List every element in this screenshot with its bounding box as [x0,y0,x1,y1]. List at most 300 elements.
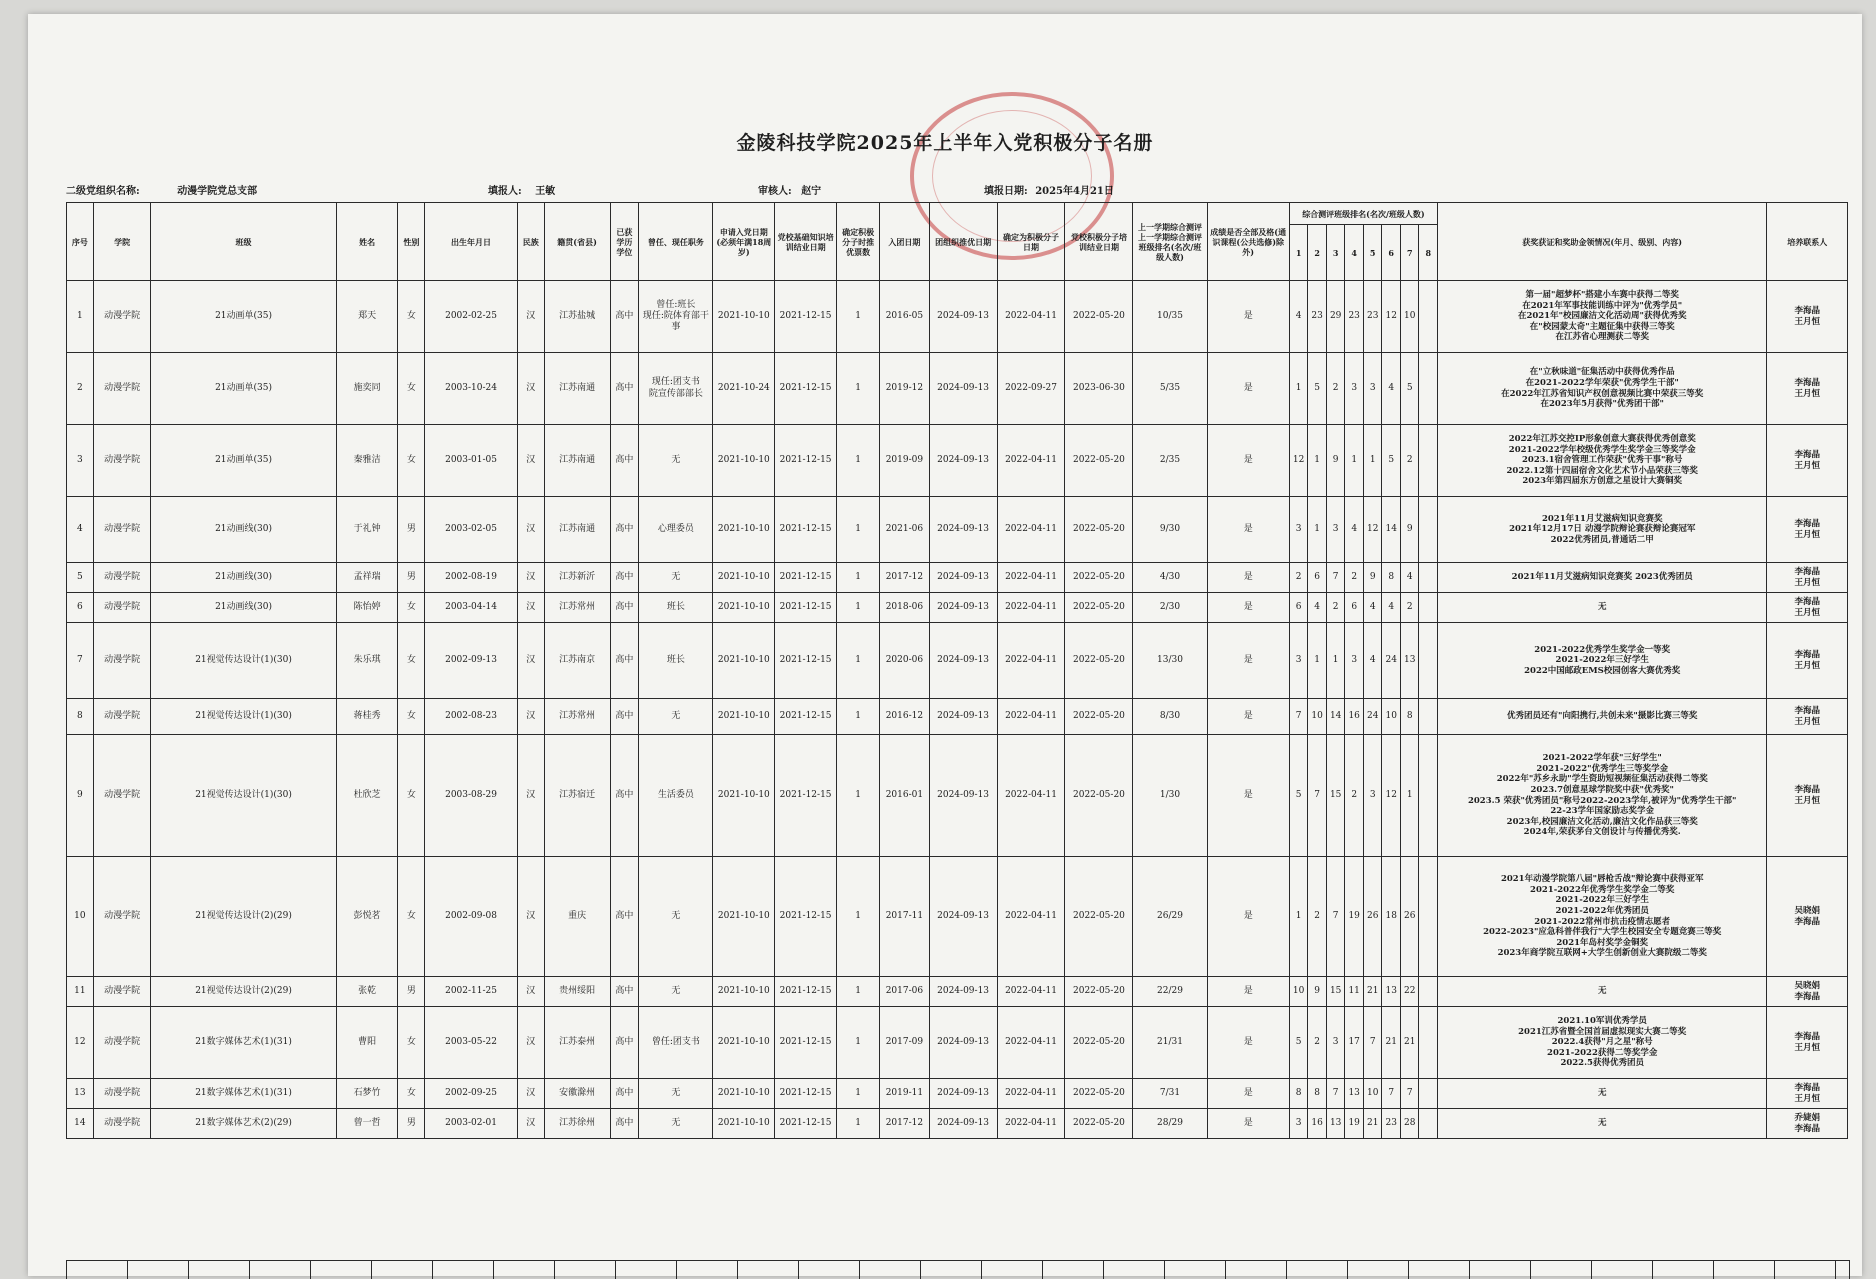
cell-birth: 2002-11-25 [425,977,518,1007]
cell-ethnicity: 汉 [517,857,544,977]
header-birth: 出生年月日 [425,203,518,281]
table-row [67,1007,1848,1079]
header-rank-col: 1 [1289,225,1308,281]
cell-birth: 2002-08-19 [425,563,518,593]
cell-rank [1419,623,1438,699]
cell-ethnicity: 汉 [517,623,544,699]
header-enroll-date: 入团日期 [880,203,929,281]
cell-name: 朱乐琪 [336,623,398,699]
cell-position: 无 [639,1079,713,1109]
cell-all-pass: 是 [1207,353,1289,425]
cell-rank: 24 [1363,699,1382,735]
cell-recommend-date: 2024-09-13 [929,593,997,623]
cell-activist-training: 2022-05-20 [1065,281,1133,353]
cell-education: 高中 [610,425,639,497]
cell-recommend: 1 [836,623,879,699]
cell-rank: 8 [1400,699,1419,735]
cell-rank: 3 [1345,623,1364,699]
cell-rank: 26 [1400,857,1419,977]
cell-all-pass: 是 [1207,425,1289,497]
cell-activist-date: 2022-04-11 [997,1007,1065,1079]
cell-contact: 李海晶 王月恒 [1767,425,1848,497]
cell-rank: 6 [1289,593,1308,623]
cell-last-rank: 10/35 [1133,281,1207,353]
cell-all-pass: 是 [1207,593,1289,623]
cell-last-rank: 8/30 [1133,699,1207,735]
cell-rank: 15 [1326,735,1345,857]
cell-contact: 李海晶 王月恒 [1767,497,1848,563]
date-field [984,182,1114,197]
cell-rank: 10 [1289,977,1308,1007]
header-rank-col: 5 [1363,225,1382,281]
cell-rank: 7 [1400,1079,1419,1109]
filler-value: 王敏 [535,186,556,197]
cell-recommend: 1 [836,699,879,735]
header-rank-col: 3 [1326,225,1345,281]
cell-activist-training: 2023-06-30 [1065,353,1133,425]
cell-rank: 2 [1326,353,1345,425]
cell-training-date: 2021-12-15 [775,735,837,857]
cell-origin: 江苏常州 [544,593,610,623]
table-row [67,281,1848,353]
cell-activist-date: 2022-04-11 [997,735,1065,857]
cell-awards: 无 [1438,593,1767,623]
header-gender: 性别 [398,203,425,281]
header-training-date: 党校基础知识培训结业日期 [775,203,837,281]
cell-origin: 重庆 [544,857,610,977]
cell-rank: 3 [1289,1109,1308,1139]
cell-position: 无 [639,1109,713,1139]
cell-ethnicity: 汉 [517,1109,544,1139]
cell-awards: 第一届"超梦杯"搭建小车赛中获得二等奖 在2021年军事技能训练中评为"优秀学员" 在2021年"校园廉洁文化活动周"获得优秀奖 在"校园蒙太奇"主题征集中获得三等奖 在江苏省心理测获二等奖 [1438,281,1767,353]
cell-activist-date: 2022-04-11 [997,623,1065,699]
header-apply-date: 申请入党日期(必须年满18周岁) [713,203,775,281]
cell-awards: 2021年11月艾滋病知识竞赛奖 2023优秀团员 [1438,563,1767,593]
cell-all-pass: 是 [1207,623,1289,699]
cell-rank [1419,857,1438,977]
cell-apply-date: 2021-10-10 [713,735,775,857]
cell-apply-date: 2021-10-10 [713,497,775,563]
cell-enroll-date: 2019-12 [880,353,929,425]
cell-name: 曹阳 [336,1007,398,1079]
cell-activist-training: 2022-05-20 [1065,977,1133,1007]
cell-last-rank: 13/30 [1133,623,1207,699]
cell-enroll-date: 2018-06 [880,593,929,623]
cell-recommend-date: 2024-09-13 [929,857,997,977]
cell-rank: 12 [1382,735,1401,857]
cell-rank: 3 [1289,623,1308,699]
cell-enroll-date: 2016-12 [880,699,929,735]
cell-rank: 7 [1363,1007,1382,1079]
table-row [67,699,1848,735]
cell-contact: 李海晶 王月恒 [1767,699,1848,735]
cell-last-rank: 9/30 [1133,497,1207,563]
reviewer-label: 审核人: [758,186,792,197]
cell-education: 高中 [610,1109,639,1139]
cell-class: 21数字媒体艺术(1)(31) [151,1079,336,1109]
cell-recommend-date: 2024-09-13 [929,1007,997,1079]
cell-awards: 2021-2022优秀学生奖学金一等奖 2021-2022年三好学生 2022中国邮政EMS校园创客大赛优秀奖 [1438,623,1767,699]
cell-training-date: 2021-12-15 [775,857,837,977]
cell-class: 21数字媒体艺术(2)(29) [151,1109,336,1139]
cell-enroll-date: 2017-09 [880,1007,929,1079]
cell-rank: 21 [1363,977,1382,1007]
cell-position: 班长 [639,593,713,623]
cell-education: 高中 [610,977,639,1007]
cell-name: 陈怡婷 [336,593,398,623]
cell-activist-date: 2022-04-11 [997,425,1065,497]
cell-rank: 16 [1308,1109,1327,1139]
cell-rank: 21 [1382,1007,1401,1079]
cell-seq: 7 [67,623,94,699]
cell-education: 高中 [610,699,639,735]
cell-gender: 女 [398,735,425,857]
cell-rank: 4 [1308,593,1327,623]
org-value: 动漫学院党总支部 [177,186,258,197]
cell-class: 21动画线(30) [151,563,336,593]
cell-all-pass: 是 [1207,977,1289,1007]
cell-all-pass: 是 [1207,1007,1289,1079]
cell-origin: 安徽滁州 [544,1079,610,1109]
date-label: 填报日期: [984,186,1028,197]
cell-activist-date: 2022-04-11 [997,857,1065,977]
cell-name: 秦雅洁 [336,425,398,497]
cell-training-date: 2021-12-15 [775,1109,837,1139]
cell-rank: 5 [1400,353,1419,425]
cell-last-rank: 21/31 [1133,1007,1207,1079]
cell-apply-date: 2021-10-10 [713,623,775,699]
cell-activist-training: 2022-05-20 [1065,735,1133,857]
cell-training-date: 2021-12-15 [775,425,837,497]
cell-ethnicity: 汉 [517,1007,544,1079]
header-rank-group: 综合测评班级排名(名次/班级人数) [1289,203,1437,225]
header-seq: 序号 [67,203,94,281]
cell-enroll-date: 2017-06 [880,977,929,1007]
cell-name: 曾一哲 [336,1109,398,1139]
cell-ethnicity: 汉 [517,281,544,353]
cell-rank: 10 [1308,699,1327,735]
header-awards: 获奖获证和奖助金领情况(年月、级别、内容) [1438,203,1767,281]
cell-contact: 李海晶 王月恒 [1767,563,1848,593]
cell-last-rank: 2/30 [1133,593,1207,623]
cell-class: 21动画线(30) [151,497,336,563]
cell-ethnicity: 汉 [517,425,544,497]
cell-apply-date: 2021-10-10 [713,1007,775,1079]
cell-recommend-date: 2024-09-13 [929,425,997,497]
cell-rank: 2 [1400,593,1419,623]
cell-contact: 乔婕娟 李海晶 [1767,1109,1848,1139]
cell-rank: 9 [1400,497,1419,563]
cell-all-pass: 是 [1207,735,1289,857]
cell-training-date: 2021-12-15 [775,1079,837,1109]
cell-rank: 11 [1345,977,1364,1007]
cell-education: 高中 [610,735,639,857]
cell-college: 动漫学院 [93,1079,151,1109]
cell-recommend-date: 2024-09-13 [929,497,997,563]
cell-rank: 4 [1289,281,1308,353]
cell-rank: 14 [1382,497,1401,563]
cell-enroll-date: 2021-06 [880,497,929,563]
cell-enroll-date: 2020-06 [880,623,929,699]
cell-awards: 无 [1438,1079,1767,1109]
cell-rank: 21 [1363,1109,1382,1139]
cell-recommend: 1 [836,857,879,977]
cell-rank: 14 [1326,699,1345,735]
cell-awards: 2021年11月艾滋病知识竞赛奖 2021年12月17日 动漫学院辩论赛获辩论赛冠军 2022优秀团员,普通话二甲 [1438,497,1767,563]
cell-name: 杜欣芝 [336,735,398,857]
cell-ethnicity: 汉 [517,735,544,857]
cell-activist-date: 2022-04-11 [997,563,1065,593]
cell-rank: 28 [1400,1109,1419,1139]
cell-contact: 李海晶 王月恒 [1767,623,1848,699]
cell-rank: 6 [1308,563,1327,593]
cell-rank: 1 [1400,735,1419,857]
cell-class: 21视觉传达设计(2)(29) [151,977,336,1007]
cell-ethnicity: 汉 [517,497,544,563]
cell-seq: 14 [67,1109,94,1139]
cell-gender: 女 [398,425,425,497]
cell-gender: 女 [398,857,425,977]
cell-position: 心理委员 [639,497,713,563]
cell-awards: 在"立秋味道"征集活动中获得优秀作品 在2021-2022学年荣获"优秀学生干部" 在2022年江苏省知识产权创意视频比赛中荣获三等奖 在2023年5月获得"优秀团干部" [1438,353,1767,425]
cell-recommend-date: 2024-09-13 [929,735,997,857]
cell-rank: 3 [1289,497,1308,563]
cell-recommend: 1 [836,497,879,563]
header-position: 曾任、现任职务 [639,203,713,281]
cell-all-pass: 是 [1207,497,1289,563]
cell-origin: 江苏新沂 [544,563,610,593]
cell-rank: 5 [1289,1007,1308,1079]
cell-position: 曾任:班长 现任:院体育部干事 [639,281,713,353]
cell-activist-training: 2022-05-20 [1065,497,1133,563]
header-activist-training: 党校积极分子培训结业日期 [1065,203,1133,281]
cell-training-date: 2021-12-15 [775,1007,837,1079]
cell-rank: 19 [1345,857,1364,977]
cell-rank [1419,593,1438,623]
cell-rank: 23 [1345,281,1364,353]
cell-all-pass: 是 [1207,563,1289,593]
cell-birth: 2002-02-25 [425,281,518,353]
cell-position: 无 [639,563,713,593]
cell-training-date: 2021-12-15 [775,977,837,1007]
cell-origin: 江苏泰州 [544,1007,610,1079]
cell-rank: 23 [1382,1109,1401,1139]
cell-ethnicity: 汉 [517,563,544,593]
header-origin: 籍贯(省县) [544,203,610,281]
cell-position: 曾任:团支书 [639,1007,713,1079]
cell-name: 张乾 [336,977,398,1007]
table-row [67,1109,1848,1139]
cell-class: 21动画线(30) [151,593,336,623]
cell-rank [1419,281,1438,353]
cell-education: 高中 [610,563,639,593]
cell-birth: 2002-09-25 [425,1079,518,1109]
cell-rank: 1 [1326,623,1345,699]
cell-gender: 男 [398,497,425,563]
cell-origin: 江苏南通 [544,497,610,563]
cell-college: 动漫学院 [93,735,151,857]
table-row [67,735,1848,857]
cell-rank: 7 [1289,699,1308,735]
cell-rank [1419,425,1438,497]
cell-activist-training: 2022-05-20 [1065,1079,1133,1109]
cell-rank: 5 [1382,425,1401,497]
cell-birth: 2003-02-01 [425,1109,518,1139]
cell-activist-training: 2022-05-20 [1065,563,1133,593]
cell-training-date: 2021-12-15 [775,699,837,735]
cell-rank: 9 [1363,563,1382,593]
cell-recommend: 1 [836,1079,879,1109]
cell-recommend: 1 [836,425,879,497]
cell-rank: 15 [1326,977,1345,1007]
cell-training-date: 2021-12-15 [775,623,837,699]
cell-position: 无 [639,699,713,735]
cell-birth: 2003-05-22 [425,1007,518,1079]
header-contact: 培养联系人 [1767,203,1848,281]
cell-activist-date: 2022-04-11 [997,281,1065,353]
cell-rank [1419,353,1438,425]
cell-birth: 2003-01-05 [425,425,518,497]
cell-education: 高中 [610,857,639,977]
table-row [67,1079,1848,1109]
cell-recommend: 1 [836,281,879,353]
cell-gender: 女 [398,1007,425,1079]
table-row [67,857,1848,977]
cell-recommend: 1 [836,977,879,1007]
cell-rank [1419,1079,1438,1109]
cell-ethnicity: 汉 [517,1079,544,1109]
cell-rank: 10 [1382,699,1401,735]
cell-birth: 2002-09-08 [425,857,518,977]
cell-rank: 23 [1308,281,1327,353]
cell-rank: 9 [1326,425,1345,497]
table-row [67,425,1848,497]
cell-rank: 13 [1326,1109,1345,1139]
cell-apply-date: 2021-10-10 [713,699,775,735]
cell-ethnicity: 汉 [517,593,544,623]
cell-name: 孟祥瑞 [336,563,398,593]
cell-recommend-date: 2024-09-13 [929,699,997,735]
header-rank-col: 4 [1345,225,1364,281]
cell-activist-date: 2022-04-11 [997,497,1065,563]
cell-rank: 8 [1382,563,1401,593]
cell-position: 无 [639,425,713,497]
cell-rank: 3 [1345,353,1364,425]
cell-rank: 26 [1363,857,1382,977]
cell-rank: 22 [1400,977,1419,1007]
cell-last-rank: 5/35 [1133,353,1207,425]
cell-training-date: 2021-12-15 [775,563,837,593]
cell-college: 动漫学院 [93,281,151,353]
cell-contact: 吴晓娟 李海晶 [1767,857,1848,977]
cell-rank: 16 [1345,699,1364,735]
cell-awards: 2021年动漫学院第八届"唇枪舌战"辩论赛中获得亚军 2021-2022年优秀学生奖学金二等奖 2021-2022年三好学生 2021-2022年优秀团员 2021-2022常州市抗击疫情志愿者 2022-2023"应急科普伴我行"大学生校园安全专题竞赛三等奖 2021年岛村奖学金铜奖 2023年商学院互联网+大学生创新创业大赛院级二等奖 [1438,857,1767,977]
cell-recommend-date: 2024-09-13 [929,1109,997,1139]
cell-enroll-date: 2016-05 [880,281,929,353]
cell-rank: 3 [1363,353,1382,425]
cell-all-pass: 是 [1207,699,1289,735]
header-activist-date: 确定为积极分子日期 [997,203,1065,281]
header-rank-col: 6 [1382,225,1401,281]
cell-seq: 9 [67,735,94,857]
header-ethnicity: 民族 [517,203,544,281]
cell-enroll-date: 2019-11 [880,1079,929,1109]
cell-rank: 13 [1382,977,1401,1007]
header-recommend-date: 团组织推优日期 [929,203,997,281]
cell-training-date: 2021-12-15 [775,281,837,353]
cell-rank: 12 [1289,425,1308,497]
cell-recommend-date: 2024-09-13 [929,1079,997,1109]
cell-enroll-date: 2017-12 [880,563,929,593]
cell-class: 21动画单(35) [151,353,336,425]
header-rank-col: 7 [1400,225,1419,281]
cell-rank: 19 [1345,1109,1364,1139]
cell-rank: 4 [1345,497,1364,563]
cell-rank: 12 [1382,281,1401,353]
cell-rank: 4 [1363,623,1382,699]
cell-rank: 4 [1363,593,1382,623]
cell-origin: 江苏徐州 [544,1109,610,1139]
cell-rank: 2 [1345,735,1364,857]
cell-gender: 女 [398,1079,425,1109]
cell-position: 无 [639,977,713,1007]
cell-rank: 13 [1400,623,1419,699]
cell-college: 动漫学院 [93,353,151,425]
cell-education: 高中 [610,1079,639,1109]
cell-enroll-date: 2017-11 [880,857,929,977]
cell-origin: 江苏常州 [544,699,610,735]
cell-apply-date: 2021-10-10 [713,281,775,353]
cell-recommend: 1 [836,593,879,623]
cell-birth: 2003-10-24 [425,353,518,425]
cell-apply-date: 2021-10-10 [713,1079,775,1109]
cell-rank: 2 [1326,593,1345,623]
cell-rank [1419,699,1438,735]
cell-rank: 7 [1326,563,1345,593]
cell-seq: 4 [67,497,94,563]
cell-rank: 4 [1400,563,1419,593]
cell-enroll-date: 2019-09 [880,425,929,497]
cell-birth: 2003-02-05 [425,497,518,563]
cell-all-pass: 是 [1207,1109,1289,1139]
document-sheet [28,14,1862,1276]
cell-birth: 2003-08-29 [425,735,518,857]
reviewer-field [758,182,821,197]
cell-rank: 2 [1289,563,1308,593]
cell-rank: 1 [1363,425,1382,497]
cell-activist-training: 2022-05-20 [1065,1007,1133,1079]
cell-rank [1419,977,1438,1007]
cell-rank [1419,735,1438,857]
cell-training-date: 2021-12-15 [775,593,837,623]
cell-activist-training: 2022-05-20 [1065,425,1133,497]
cell-rank: 18 [1382,857,1401,977]
cell-position: 生活委员 [639,735,713,857]
cell-recommend-date: 2024-09-13 [929,281,997,353]
cell-class: 21动画单(35) [151,281,336,353]
cell-rank: 12 [1363,497,1382,563]
cell-rank: 3 [1326,1007,1345,1079]
cell-awards: 无 [1438,977,1767,1007]
page-title: 金陵科技学院2025年上半年入党积极分子名册 [736,132,1154,154]
cell-contact: 李海晶 王月恒 [1767,593,1848,623]
cell-rank: 5 [1289,735,1308,857]
cell-ethnicity: 汉 [517,699,544,735]
cell-last-rank: 26/29 [1133,857,1207,977]
table-row [67,497,1848,563]
cell-seq: 12 [67,1007,94,1079]
cell-training-date: 2021-12-15 [775,353,837,425]
